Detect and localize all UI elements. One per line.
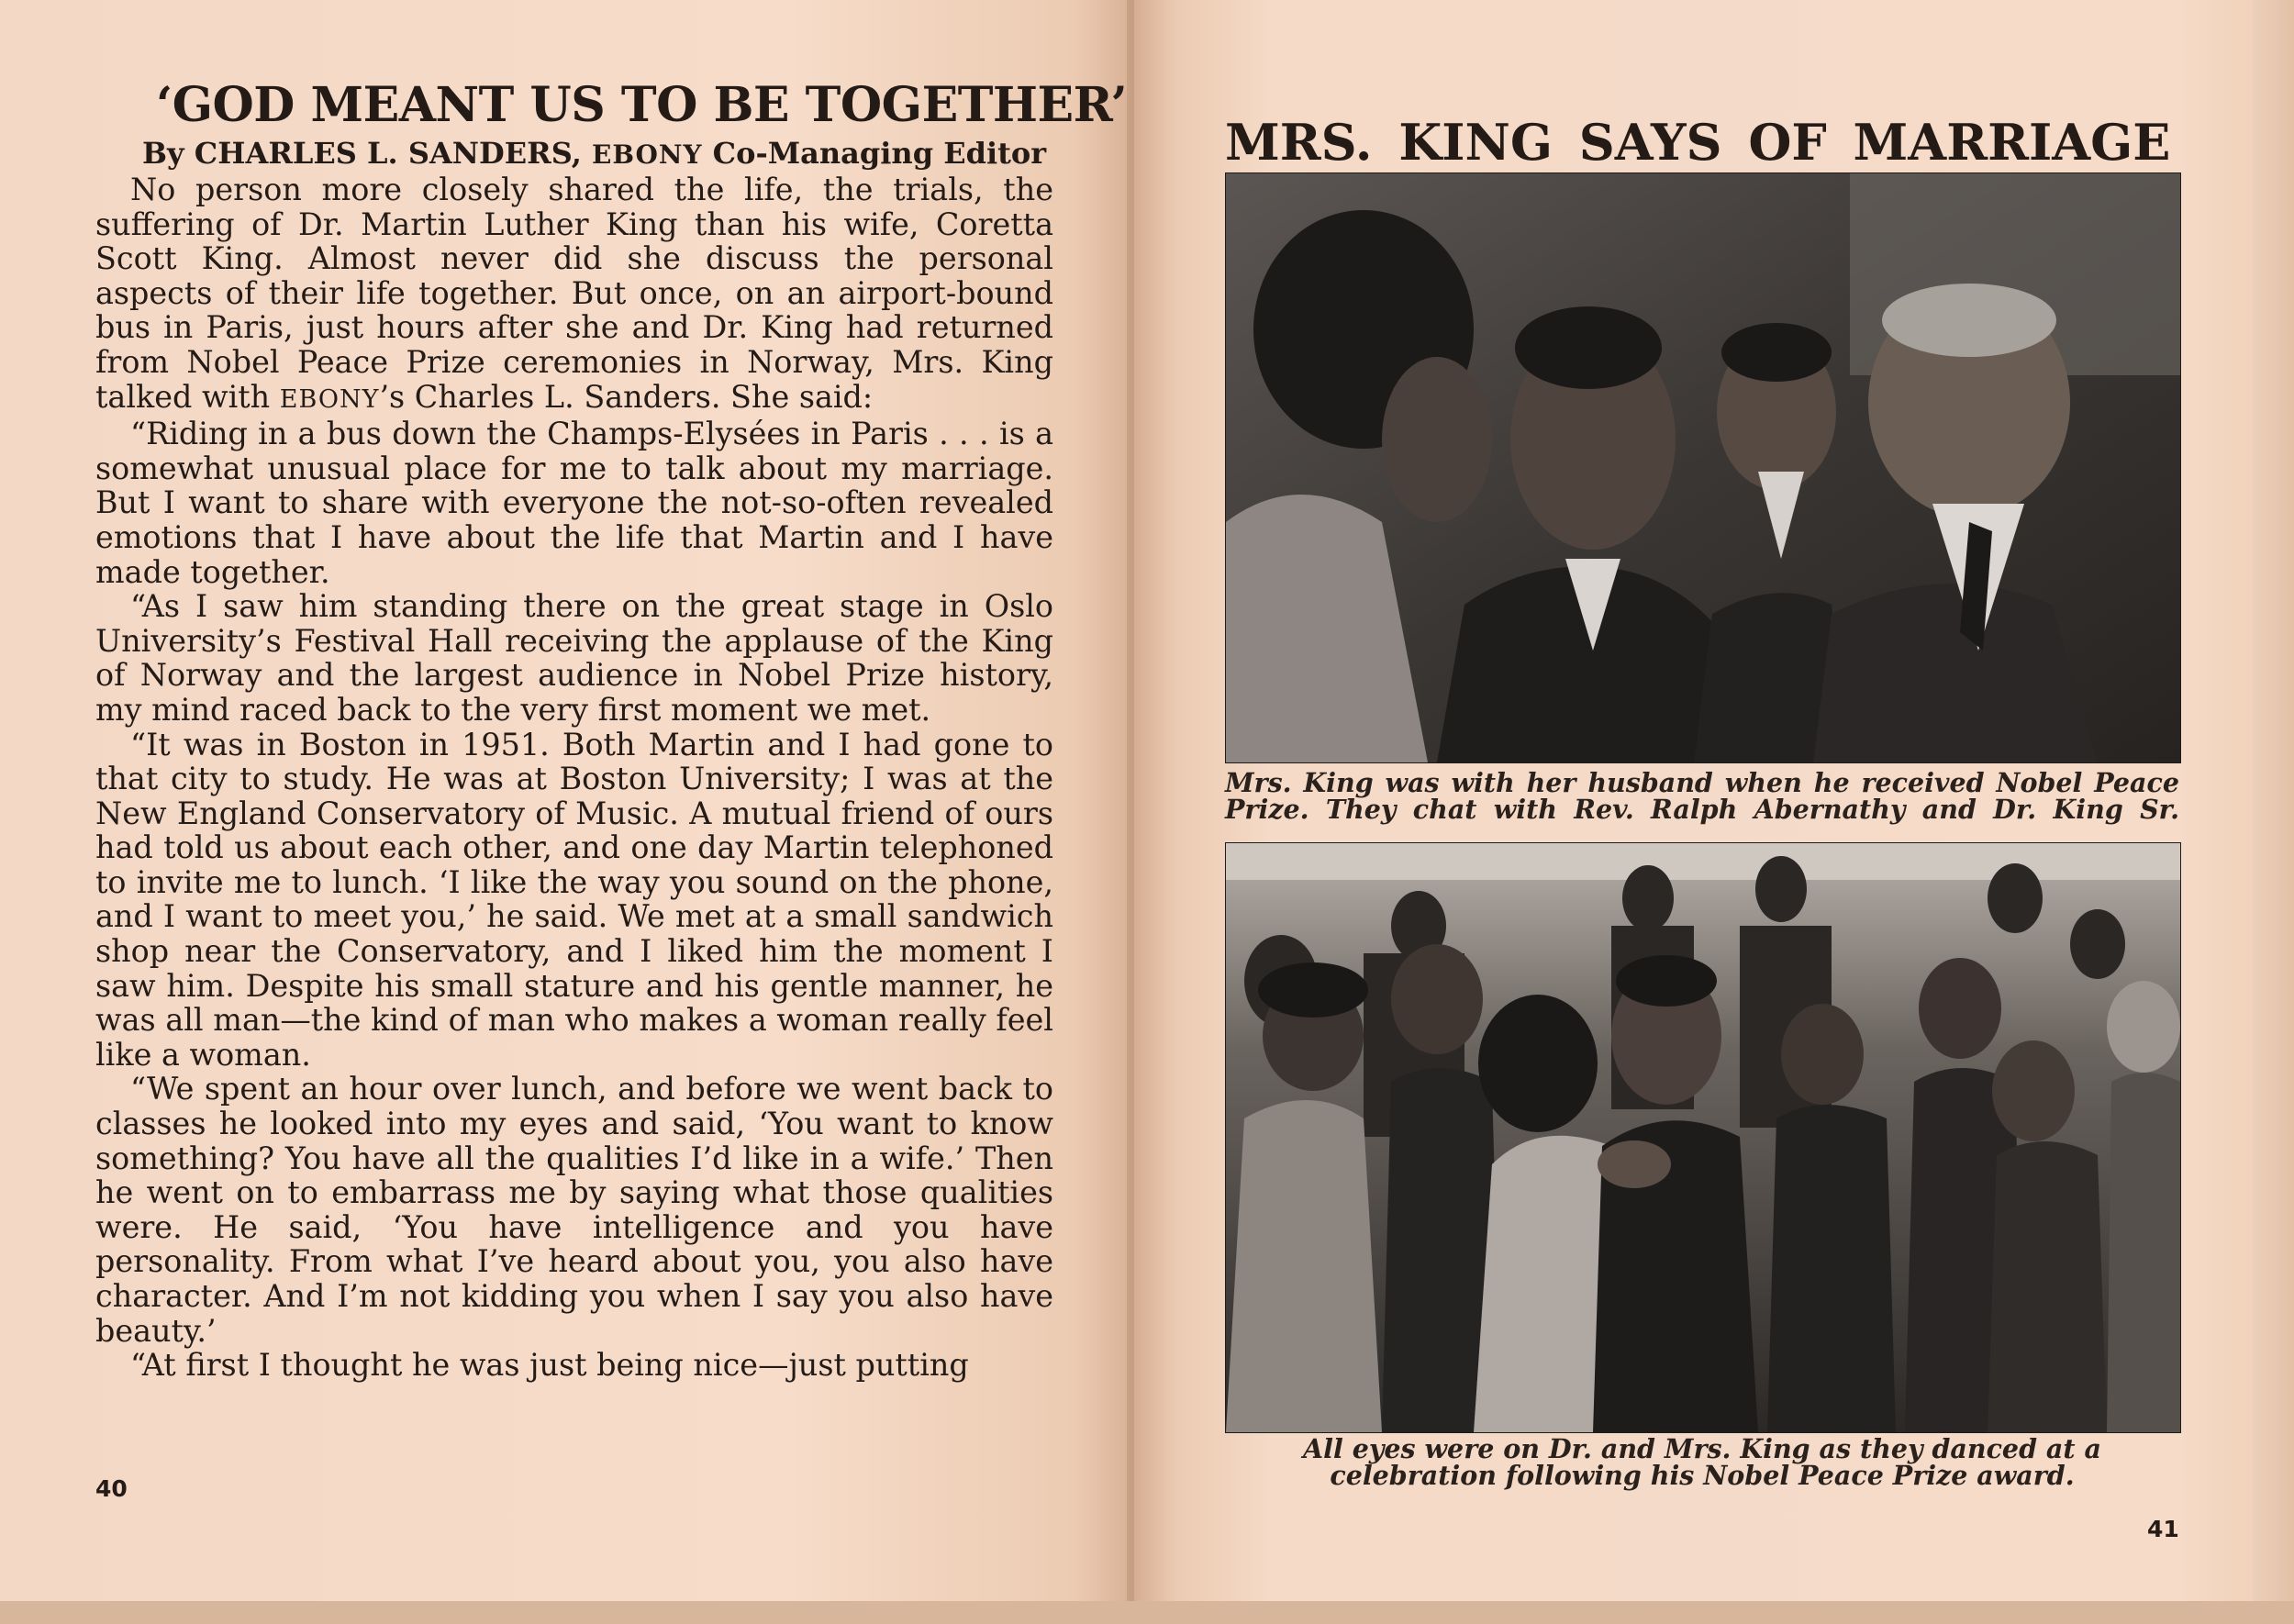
photo-nobel-reception-image — [1226, 173, 2180, 762]
article-paragraph: “It was in Boston in 1951. Both Martin and I had gone to that city to study. He was at Boston University; I was at the New England Conservatory of Music. A mutual friend of ours had told us about each other, and one day Martin telephoned to invite me to lunch. ‘I like the way you sound on the phone, and I want to meet you,’ he said. We met at a small sandwich shop near the Conservatory, and I liked him the moment I saw him. Despite his small stature and his gentle manner, he was all man—the kind of man who makes a woman really feel like a woman. — [95, 726, 1053, 1073]
byline-prefix: By CHARLES L. SANDERS, — [142, 136, 592, 171]
article-paragraph: “At first I thought he was just being nice—just putting — [130, 1347, 969, 1384]
photo-nobel-reception — [1225, 172, 2181, 763]
page-bottom-edge — [0, 1601, 2294, 1624]
byline-suffix: Co-Managing Editor — [702, 136, 1047, 171]
article-body — [95, 172, 1053, 1383]
page-number-left: 40 — [95, 1475, 128, 1502]
photo-celebration-dance-image — [1226, 843, 2180, 1432]
photo-caption: Mrs. King was with her husband when he received Nobel Peace Prize. They chat with Rev. Ralph Abernathy and Dr. King Sr. — [1225, 767, 2179, 825]
article-byline — [142, 136, 1047, 171]
paragraph-text: No person more closely shared the life, the trials, the suffering of Dr. Martin Luther King than his wife, Coretta Scott King. Almost never did she discuss the personal aspects of their life together. But once, on an airport-bound bus in Paris, just hours after she and Dr. King had returned from Nobel Peace Prize ceremonies in Norway, Mrs. King talked with — [95, 172, 1053, 415]
photo-caption: All eyes were on Dr. and Mrs. King as they danced at a celebration following his Nobel Peace Prize award. — [1303, 1433, 2101, 1491]
article-paragraph — [95, 172, 1053, 417]
book-gutter — [1127, 0, 1134, 1624]
page-edge — [2253, 0, 2294, 1624]
page-number-right: 41 — [2147, 1516, 2179, 1542]
paragraph-text: ’s Charles L. Sanders. She said: — [379, 378, 874, 415]
article-paragraph: “As I saw him standing there on the great stage in Oslo University’s Festival Hall receiving the applause of the King of Norway and the largest audience in Nobel Prize history, my mind raced back to the very first moment we met. — [95, 588, 1053, 728]
right-page-headline: MRS. KING SAYS OF MARRIAGE — [1225, 113, 2171, 172]
photo-celebration-dance — [1225, 842, 2181, 1433]
byline-publication: EBONY — [592, 139, 703, 170]
article-paragraph: “Riding in a bus down the Champs-Elysées in Paris . . . is a somewhat unusual place for me to talk about my marriage. But I want to share with everyone the not-so-often revealed emotions that I have about the life that Martin and I have made together. — [95, 416, 1053, 590]
article-paragraph: “We spent an hour over lunch, and before we went back to classes he looked into my eyes and said, ‘You want to know something? You have all the qualities I’d like in a wife.’ Then he went on to embarrass me by saying what those qualities were. He said, ‘You have intelligence and you have personality. From what I’ve heard about you, you also have character. And I’m not kidding you when I say you also have beauty.’ — [95, 1071, 1053, 1349]
publication-name: EBONY — [279, 384, 380, 414]
article-headline: ‘GOD MEANT US TO BE TOGETHER’ — [156, 77, 1128, 133]
